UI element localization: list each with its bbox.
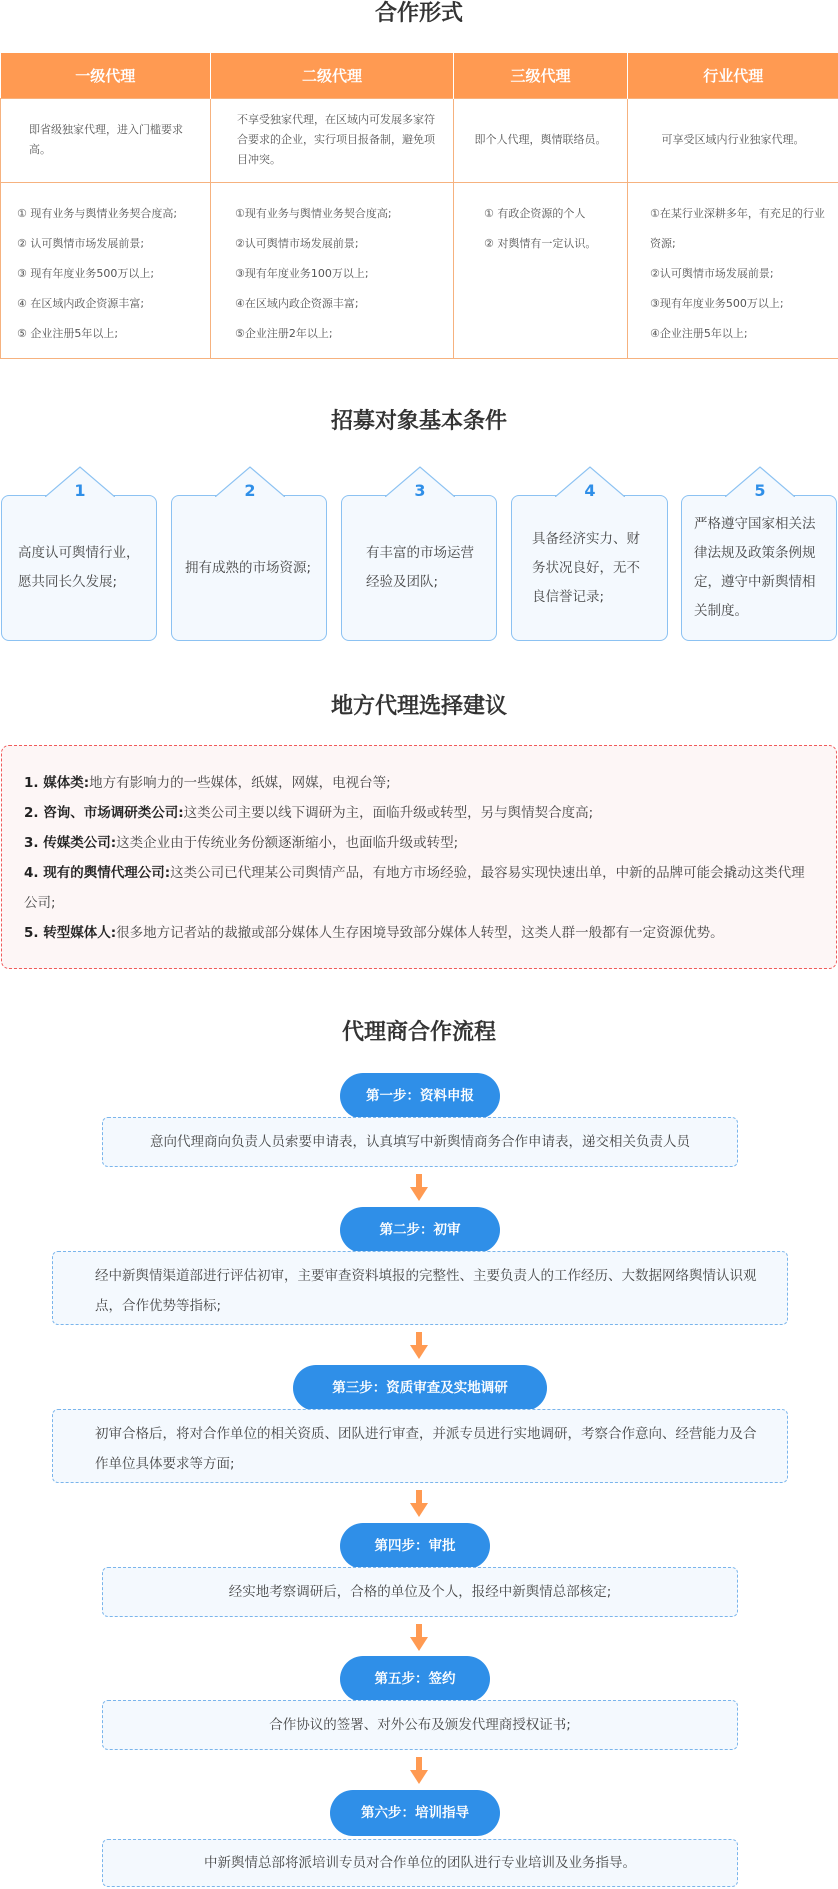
coop-reqs-list — [211, 182, 454, 358]
step-pill: 第六步：培训指导 — [330, 1790, 500, 1836]
coop-desc: 即个人代理，舆情联络员。 — [454, 98, 628, 182]
req-item: ①现有业务与舆情业务契合度高; — [235, 206, 392, 220]
suggest-title: 地方代理选择建议 — [330, 694, 507, 719]
recruit-card — [1, 481, 157, 641]
step-pill: 第二步：初审 — [340, 1207, 500, 1253]
req-item: ② 认可舆情市场发展前景; — [17, 236, 145, 250]
req-item: ① 有政企资源的个人 — [484, 206, 586, 220]
card-text: 有丰富的市场运营经验及团队; — [366, 545, 474, 590]
suggest-text: 很多地方记者站的裁撤或部分媒体人生存困境导致部分媒体人转型，这类人群一般都有一定资源优势。 — [116, 925, 724, 941]
req-item: ④企业注册5年以上; — [650, 326, 748, 340]
coop-col-header: 行业代理 — [628, 53, 838, 98]
suggest-item — [24, 828, 836, 858]
card-text: 高度认可舆情行业，愿共同长久发展; — [18, 545, 140, 590]
card-number: 2 — [244, 481, 256, 500]
suggest-label: 1. 媒体类: — [24, 775, 90, 791]
down-arrow-icon — [409, 1174, 429, 1202]
req-item: ④ 在区域内政企资源丰富; — [17, 296, 145, 310]
req-item: ②认可舆情市场发展前景; — [235, 236, 359, 250]
coop-table — [0, 53, 838, 359]
req-item: ①在某行业深耕多年，有充足的行业资源; — [650, 206, 825, 250]
recruit-title: 招募对象基本条件 — [330, 409, 507, 434]
suggest-text: 地方有影响力的一些媒体，纸媒，网媒，电视台等; — [89, 775, 391, 791]
req-item: ②认可舆情市场发展前景; — [650, 266, 774, 280]
coop-header-row — [1, 53, 838, 98]
process-title: 代理商合作流程 — [341, 1020, 496, 1045]
recruit-card — [681, 481, 837, 641]
card-number: 1 — [74, 481, 86, 500]
step-pill: 第一步：资料申报 — [340, 1073, 500, 1119]
req-item: ⑤企业注册2年以上; — [235, 326, 333, 340]
down-arrow-icon — [409, 1624, 429, 1652]
req-item: ② 对舆情有一定认识。 — [484, 236, 597, 250]
suggest-label: 3. 传媒类公司: — [24, 835, 117, 851]
down-arrow-icon — [409, 1757, 429, 1785]
coop-desc-row — [1, 98, 838, 182]
step-pill: 第三步：资质审查及实地调研 — [293, 1365, 547, 1411]
card-text: 严格遵守国家相关法律法规及政策条例规定，遵守中新舆情相关制度。 — [694, 516, 816, 619]
suggest-item — [24, 768, 836, 798]
coop-reqs-list — [1, 182, 211, 358]
coop-reqs-list — [454, 182, 628, 358]
step-desc: 意向代理商向负责人员索要申请表，认真填写中新舆情商务合作申请表，递交相关负责人员 — [102, 1117, 738, 1167]
coop-desc: 即省级独家代理，进入门槛要求高。 — [1, 98, 211, 182]
coop-desc: 不享受独家代理，在区域内可发展多家符合要求的企业，实行项目报备制，避免项目冲突。 — [211, 98, 454, 182]
suggest-text: 这类公司已代理某公司舆情产品，有地方市场经验，最容易实现快速出单，中新的品牌可能会撬动这类代理公司; — [24, 865, 805, 911]
coop-col-header: 一级代理 — [1, 53, 211, 98]
suggest-box — [1, 745, 837, 969]
step-desc: 中新舆情总部将派培训专员对合作单位的团队进行专业培训及业务指导。 — [102, 1839, 738, 1887]
step-pill: 第五步：签约 — [340, 1656, 490, 1702]
card-text: 拥有成熟的市场资源; — [185, 559, 312, 576]
req-item: ④在区域内政企资源丰富; — [235, 296, 359, 310]
step-pill: 第四步：审批 — [340, 1523, 490, 1569]
coop-desc: 可享受区域内行业独家代理。 — [628, 98, 838, 182]
coop-title: 合作形式 — [374, 1, 463, 26]
coop-reqs-row — [1, 182, 838, 358]
down-arrow-icon — [409, 1332, 429, 1360]
coop-col-header: 三级代理 — [454, 53, 628, 98]
card-number: 3 — [414, 481, 426, 500]
suggest-item — [24, 798, 836, 828]
req-item: ③ 现有年度业务500万以上; — [17, 266, 155, 280]
suggest-label: 4. 现有的舆情代理公司: — [24, 865, 171, 881]
req-item: ① 现有业务与舆情业务契合度高; — [17, 206, 178, 220]
step-desc: 初审合格后，将对合作单位的相关资质、团队进行审查，并派专员进行实地调研，考察合作意向、经营能力及合作单位具体要求等方面; — [52, 1409, 788, 1483]
suggest-label: 5. 转型媒体人: — [24, 925, 117, 941]
down-arrow-icon — [409, 1490, 429, 1518]
step-desc: 合作协议的签署、对外公布及颁发代理商授权证书; — [102, 1700, 738, 1750]
step-desc: 经中新舆情渠道部进行评估初审，主要审查资料填报的完整性、主要负责人的工作经历、大数据网络舆情认识观点，合作优势等指标; — [52, 1251, 788, 1325]
coop-col-header: 二级代理 — [211, 53, 454, 98]
recruit-card — [171, 481, 327, 641]
coop-reqs-list — [628, 182, 838, 358]
card-text: 具备经济实力、财务状况良好，无不良信誉记录; — [532, 530, 640, 605]
step-desc: 经实地考察调研后，合格的单位及个人，报经中新舆情总部核定; — [102, 1567, 738, 1617]
card-number: 5 — [754, 481, 766, 500]
req-item: ③现有年度业务100万以上; — [235, 266, 369, 280]
card-number: 4 — [584, 481, 596, 500]
suggest-item — [24, 858, 836, 918]
req-item: ③现有年度业务500万以上; — [650, 296, 784, 310]
suggest-text: 这类企业由于传统业务份额逐渐缩小，也面临升级或转型; — [116, 835, 459, 851]
recruit-card — [511, 481, 668, 641]
recruit-card — [341, 481, 497, 641]
suggest-label: 2. 咨询、市场调研类公司: — [24, 805, 184, 821]
req-item: ⑤ 企业注册5年以上; — [17, 326, 119, 340]
suggest-text: 这类公司主要以线下调研为主，面临升级或转型，另与舆情契合度高; — [183, 805, 594, 821]
suggest-item — [24, 918, 836, 948]
